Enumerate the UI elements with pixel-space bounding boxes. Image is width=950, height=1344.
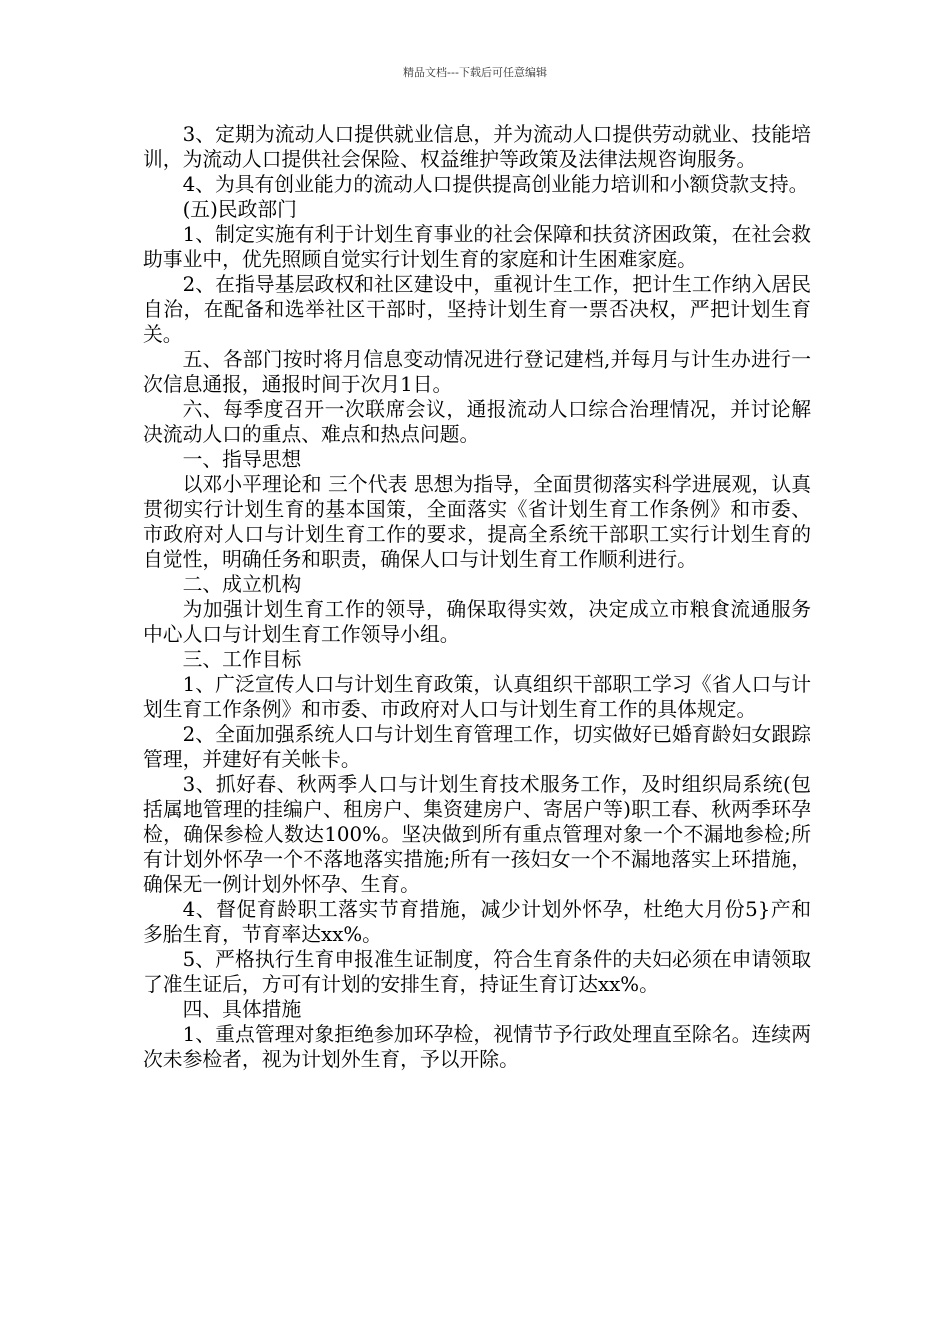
paragraph-social-security-policy: 1、制定实施有利于计划生育事业的社会保障和扶贫济困政策，在社会救助事业中，优先照顾自觉实行计划生育的家庭和计生困难家庭。: [143, 223, 811, 271]
page-header: 精品文档---下载后可任意编辑: [403, 66, 547, 79]
paragraph-guiding-thought: 以邓小平理论和 三个代表 思想为指导，全面贯彻落实科学进展观，认真贯彻实行计划生育的基本国策，全面落实《省计划生育工作条例》和市委、市政府对人口与计划生育工作的要求，提高全系统干部职工实行计划生育的自觉性，明确任务和职责，确保人口与计划生育工作顺利进行。: [143, 473, 811, 571]
paragraph-monthly-report: 五、各部门按时将月信息变动情况进行登记建档,并每月与计生办进行一次信息通报，通报时间于次月1日。: [143, 348, 811, 396]
paragraph-goal-management: 2、全面加强系统人口与计划生育管理工作，切实做好已婚育龄妇女跟踪管理，并建好有关帐卡。: [143, 723, 811, 771]
paragraph-goal-publicity: 1、广泛宣传人口与计划生育政策，认真组织干部职工学习《省人口与计划生育工作条例》和市委、市政府对人口与计划生育工作的具体规定。: [143, 673, 811, 721]
paragraph-community-building: 2、在指导基层政权和社区建设中，重视计生工作，把计生工作纳入居民自治，在配备和选举社区干部时，坚持计划生育一票否决权，严把计划生育关。: [143, 273, 811, 346]
section-heading-measures: 四、具体措施: [182, 998, 302, 1021]
paragraph-entrepreneur-support: 4、为具有创业能力的流动人口提供提高创业能力培训和小额贷款支持。: [182, 173, 809, 196]
section-heading-organization: 二、成立机构: [182, 573, 302, 596]
paragraph-goal-technical-service: 3、抓好春、秋两季人口与计划生育技术服务工作，及时组织局系统(包括属地管理的挂编户、租房户、集资建房户、寄居户等)职工春、秋两季环孕检，确保参检人数达100%。坚决做到所有重点管理对象一个不漏地参检;所有计划外怀孕一个不落地落实措施;所有一孩妇女一个不漏地落实上环措施，确保无一例计划外怀孕、生育。: [143, 773, 811, 896]
paragraph-goal-contraception: 4、督促育龄职工落实节育措施，减少计划外怀孕，杜绝大月份5}产和多胎生育，节育率达xx%。: [143, 898, 811, 946]
paragraph-goal-birth-permit: 5、严格执行生育申报准生证制度，符合生育条件的夫妇必须在申请领取了准生证后，方可有计划的安排生育，持证生育订达xx%。: [143, 948, 811, 996]
paragraph-measure-check: 1、重点管理对象拒绝参加环孕检，视情节予行政处理直至除名。连续两次未参检者，视为计划外生育，予以开除。: [143, 1023, 811, 1071]
paragraph-organization: 为加强计划生育工作的领导，确保取得实效，决定成立市粮食流通服务中心人口与计划生育工作领导小组。: [143, 598, 811, 646]
paragraph-employment-info: 3、定期为流动人口提供就业信息，并为流动人口提供劳动就业、技能培训，为流动人口提供社会保险、权益维护等政策及法律法规咨询服务。: [143, 123, 811, 171]
document-body: [143, 122, 811, 1072]
section-heading-civil-affairs: (五)民政部门: [182, 198, 297, 221]
paragraph-quarterly-meeting: 六、每季度召开一次联席会议，通报流动人口综合治理情况，并讨论解决流动人口的重点、难点和热点问题。: [143, 398, 811, 446]
section-heading-guiding-thought: 一、指导思想: [182, 448, 302, 471]
section-heading-goals: 三、工作目标: [182, 648, 302, 671]
